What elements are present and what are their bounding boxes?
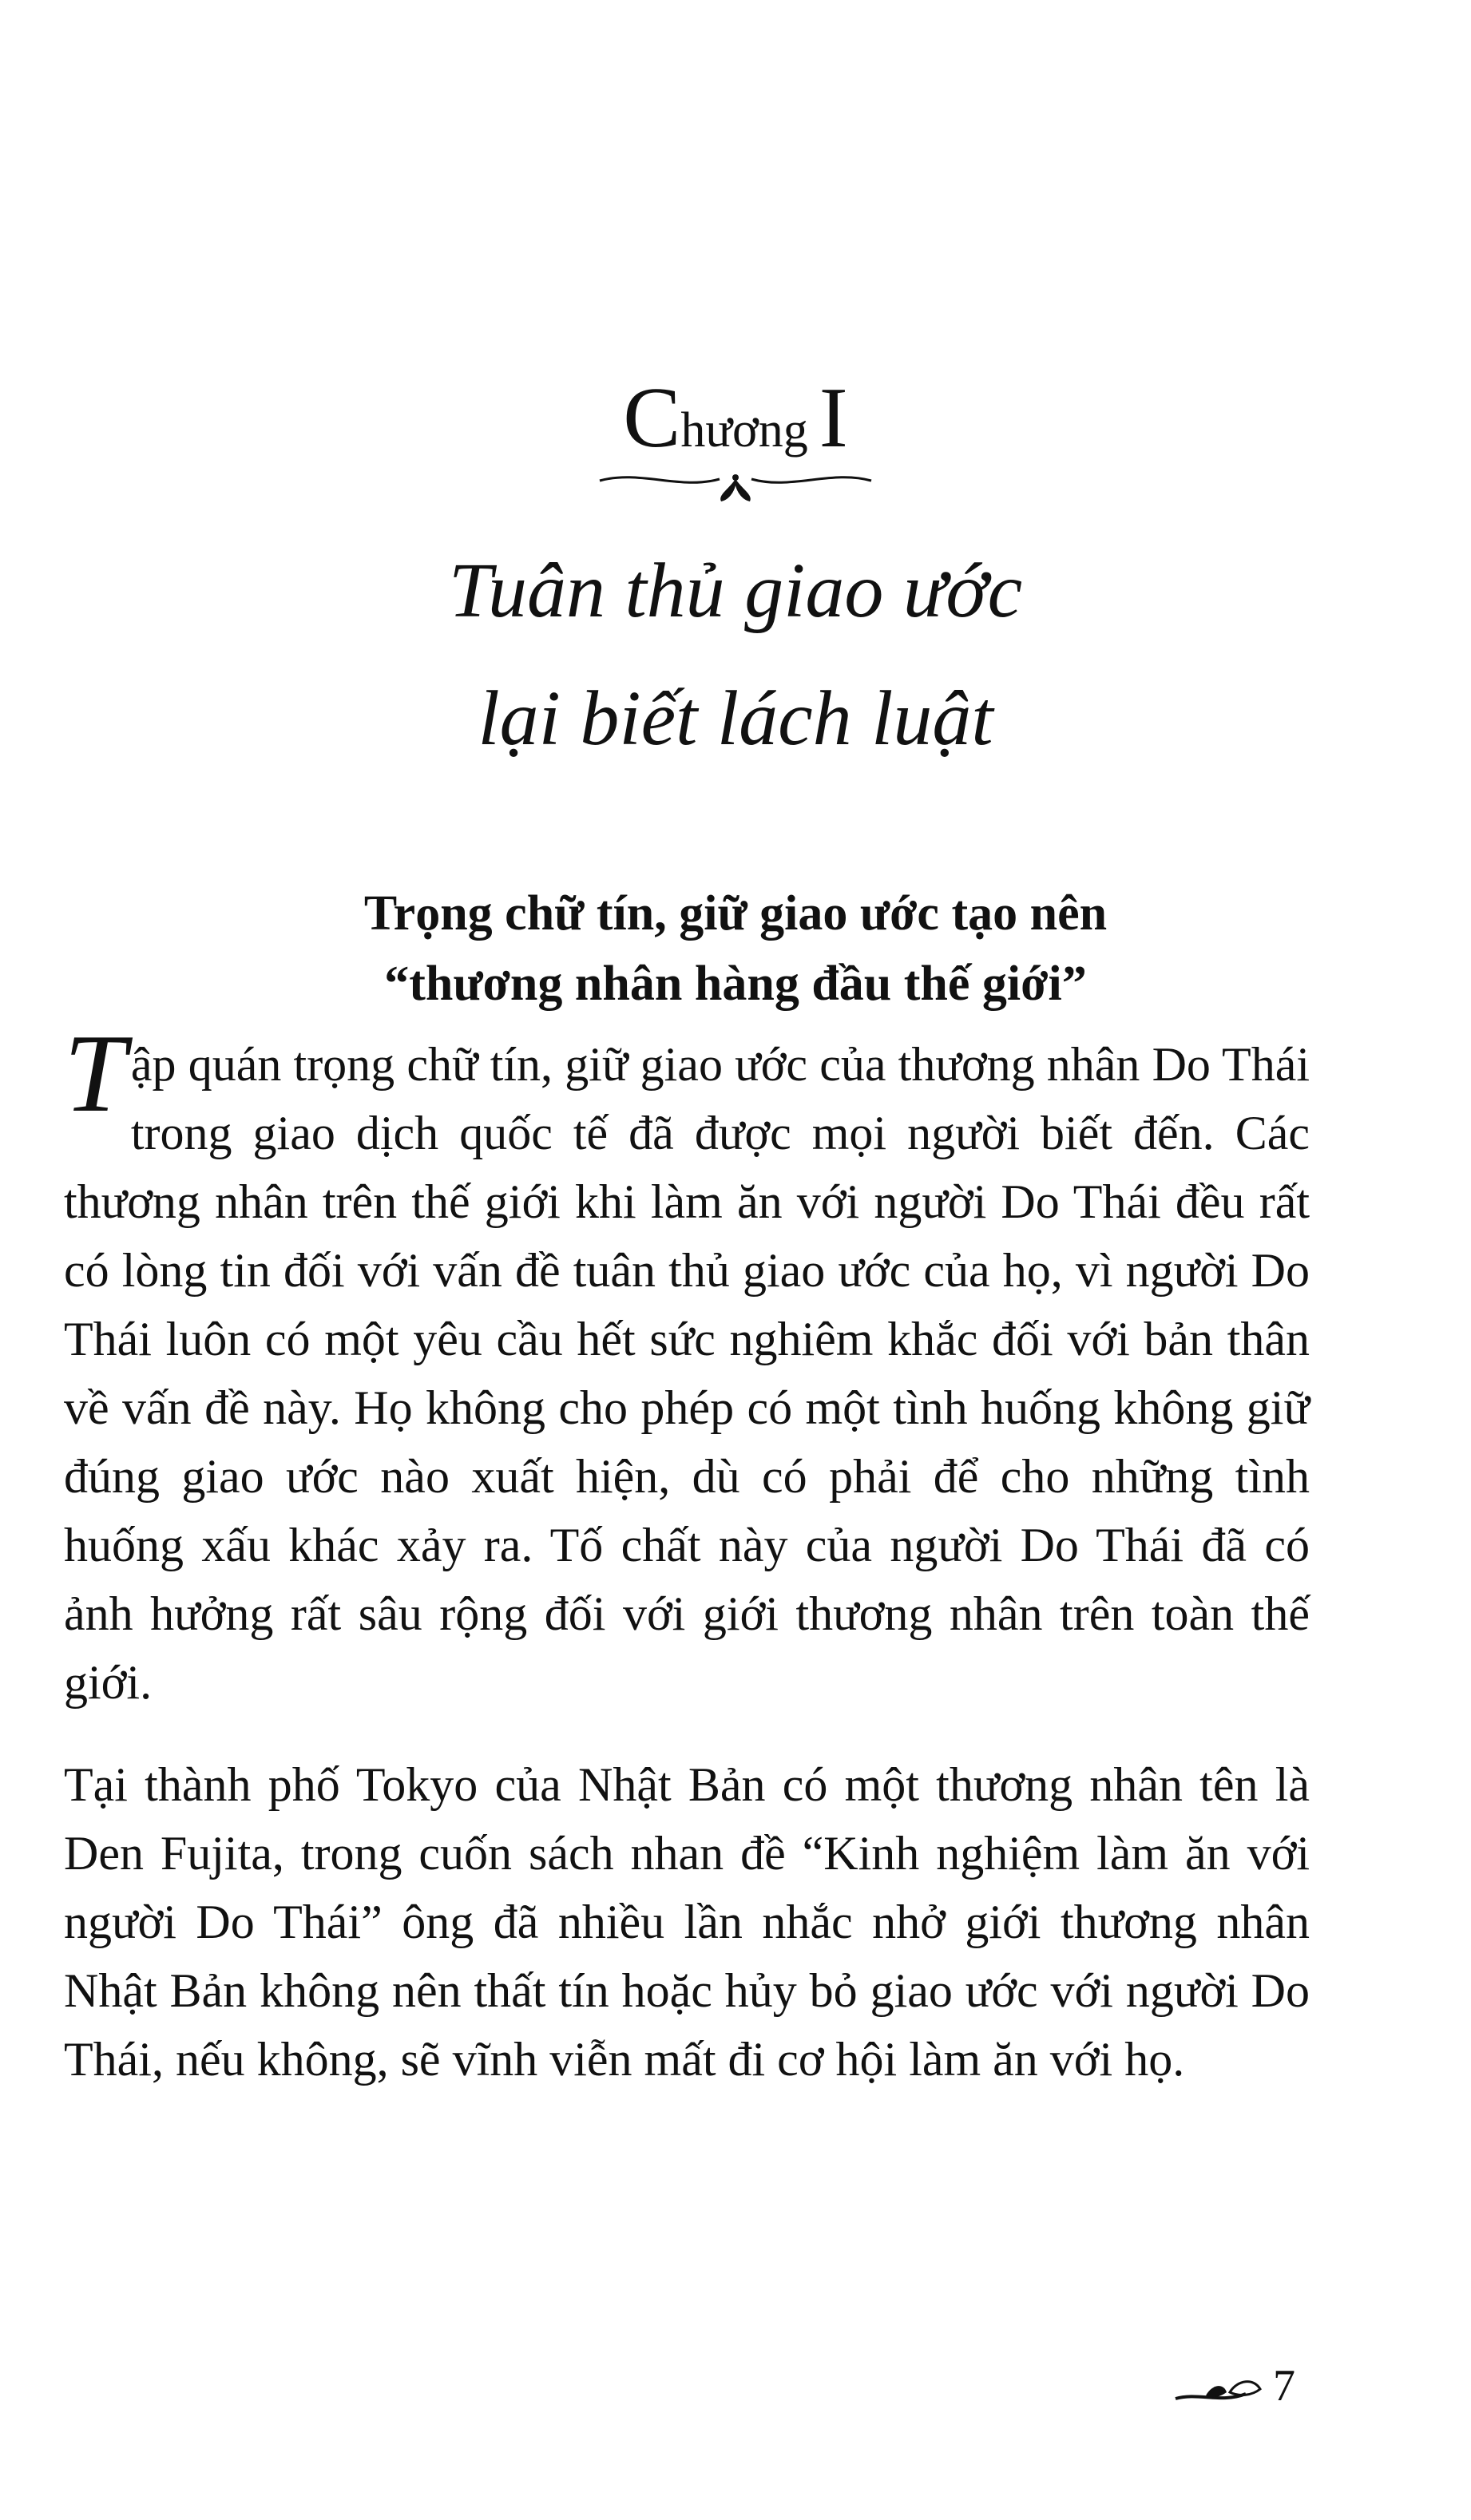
chapter-label-rest: hương <box>680 403 808 458</box>
chapter-numeral: I <box>819 370 848 466</box>
section-title <box>0 878 1471 1019</box>
page-number: 7 <box>1273 2361 1295 2411</box>
paragraph-1-text: ập quán trọng chữ tín, giữ giao ước của thương nhân Do Thái trong giao dịch quốc tế đã được mọi người biết đến. Các thương nhân trên thế giới khi làm ăn với người Do Thái đều rất có lòng tin đối với vấn đề tuân thủ giao ước của họ, vì người Do Thái luôn có một yêu cầu hết sức nghiêm khắc đối với bản thân về vấn đề này. Họ không cho phép có một tình huống không giữ đúng giao ước nào xuất hiện, dù có phải để cho những tình huống xấu khác xảy ra. Tố chất này của người Do Thái đã có ảnh hưởng rất sâu rộng đối với giới thương nhân trên toàn thế giới. <box>64 1038 1310 1709</box>
chapter-heading <box>0 370 1471 506</box>
section-title-line-2: “thương nhân hàng đầu thế giới” <box>384 957 1087 1011</box>
drop-cap: T <box>64 1012 126 1135</box>
chapter-label-initial: C <box>623 370 681 466</box>
chapter-label <box>0 370 1471 466</box>
section-title-line-1: Trọng chữ tín, giữ giao ước tạo nên <box>363 886 1108 941</box>
paragraph-1 <box>64 1012 1310 1717</box>
page-footer <box>1174 2361 1295 2411</box>
footer-ornament-icon <box>1174 2368 1270 2408</box>
body-text <box>64 1012 1310 2127</box>
chapter-title-line-2: lại biết lách luật <box>478 676 993 762</box>
chapter-title-line-1: Tuân thủ giao ước <box>448 548 1023 634</box>
paragraph-2: Tại thành phố Tokyo của Nhật Bản có một thương nhân tên là Den Fujita, trong cuốn sách nhan đề “Kinh nghiệm làm ăn với người Do Thái” ông đã nhiều lần nhắc nhở giới thương nhân Nhật Bản không nên thất tín hoặc hủy bỏ giao ước với người Do Thái, nếu không, sẽ vĩnh viễn mất đi cơ hội làm ăn với họ. <box>64 1758 1310 2086</box>
flourish-ornament-icon <box>592 466 879 506</box>
chapter-title <box>0 527 1471 783</box>
